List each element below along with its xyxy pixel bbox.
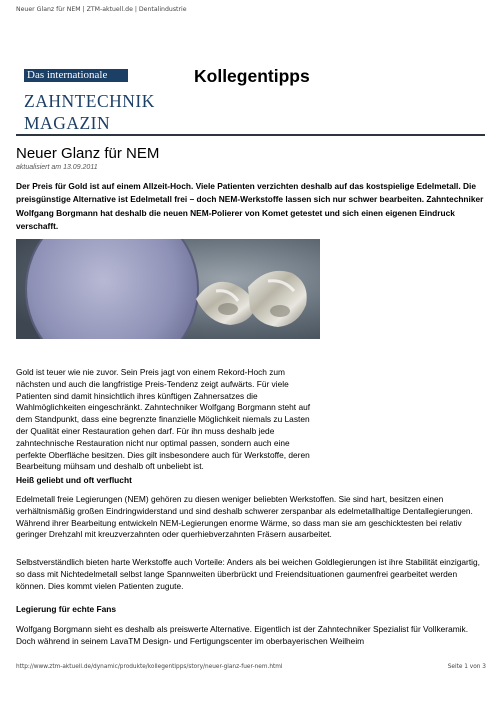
subheading-heiss-geliebt: Heiß geliebt und oft verflucht [16,475,132,485]
header-divider [16,134,485,136]
article-paragraph-3: Selbstverständlich bieten harte Werkstoffe auch Vorteile: Anders als bei weichen Goldlegierungen ist ihre Stabilität einzigartig, so dass mit Nichtedelmetall selbst lange Spannweiten überbrückt und Freiendsituationen gaumenfrei gearbeitet werden können. Dies kommt vielen Patienten zugute. [16,557,480,591]
article-date: aktualisiert am 13.09.2011 [16,164,98,171]
logo-badge: Das internationale [24,69,128,82]
article-photo [16,239,320,339]
section-title: Kollegentipps [194,66,310,86]
article-lead: Der Preis für Gold ist auf einem Allzeit-Hoch. Viele Patienten verzichten deshalb auf das kostspielige Edelmetall. Die preisgünstige Alternative ist Edelmetall frei – doch NEM-Werkstoffe lassen sich nur schwer bearbeiten. Zahntechniker Wolfgang Borgmann hat deshalb die neuen NEM-Polierer von Komet getestet und sich einen eigenen Eindruck verschafft. [16,181,484,231]
article-title: Neuer Glanz für NEM [16,145,160,162]
footer-page-number: Seite 1 von 3 [447,664,486,670]
polisher-photo-graphic [16,239,320,339]
subheading-legierung: Legierung für echte Fans [16,604,117,614]
article-paragraph-1: Gold ist teuer wie nie zuvor. Sein Preis jagt von einem Rekord-Hoch zum nächsten und auch die langfristige Preis-Tendenz zeigt aufwärts. Für viele Patienten sind damit hinsichtlich ihres künftigen Zahnersatzes die Wahlmöglichkeiten eingeschränkt. Zahntechniker Wolfgang Borgmann steht auf dem Standpunkt, dass eine begrenzte finanzielle Möglichkeit niemals zu Lasten der Qualität einer Restauration gehen darf. Für ihn muss deshalb jede zahntechnische Restauration nicht nur optimal passen, sondern auch eine perfekte Oberfläche besitzen. Dies gilt insbesondere auch für Werkstoffe, deren Bearbeitung mühsam und deshalb oft unbeliebt ist. [16,367,311,472]
article-paragraph-4: Wolfgang Borgmann sieht es deshalb als preiswerte Alternative. Eigentlich ist der Zahntechniker Spezialist für Vollkeramik. Doch während in seinem LavaTM Design- und Fertigungscenter im oberbayerischen Weilheim [16,624,469,646]
article-paragraph-2: Edelmetall freie Legierungen (NEM) gehören zu diesen weniger beliebten Werkstoffen. Sie sind hart, besitzen einen verhältnismäßig großen Eindringwiderstand und sind deshalb schwerer zerspanbar als edelmetallhaltige Dentallegierungen. Während ihrer Bearbeitung entwickeln NEM-Legierungen enorme Wärme, so dass man sie am geschicktesten bei relativ geringer Drehzahl mit kreuzverzahnten oder querhiebverzahnten Fräsern ausarbeitet. [16,494,473,540]
footer-url: http://www.ztm-aktuell.de/dynamic/produkte/kollegentipps/story/neuer-glanz-fuer-nem.html [16,664,283,670]
logo-line-magazin: MAGAZIN [24,113,111,133]
logo-line-zahntechnik: ZAHNTECHNIK [24,91,155,111]
print-header: Neuer Glanz für NEM | ZTM-aktuell.de | Dentalindustrie [16,6,187,13]
